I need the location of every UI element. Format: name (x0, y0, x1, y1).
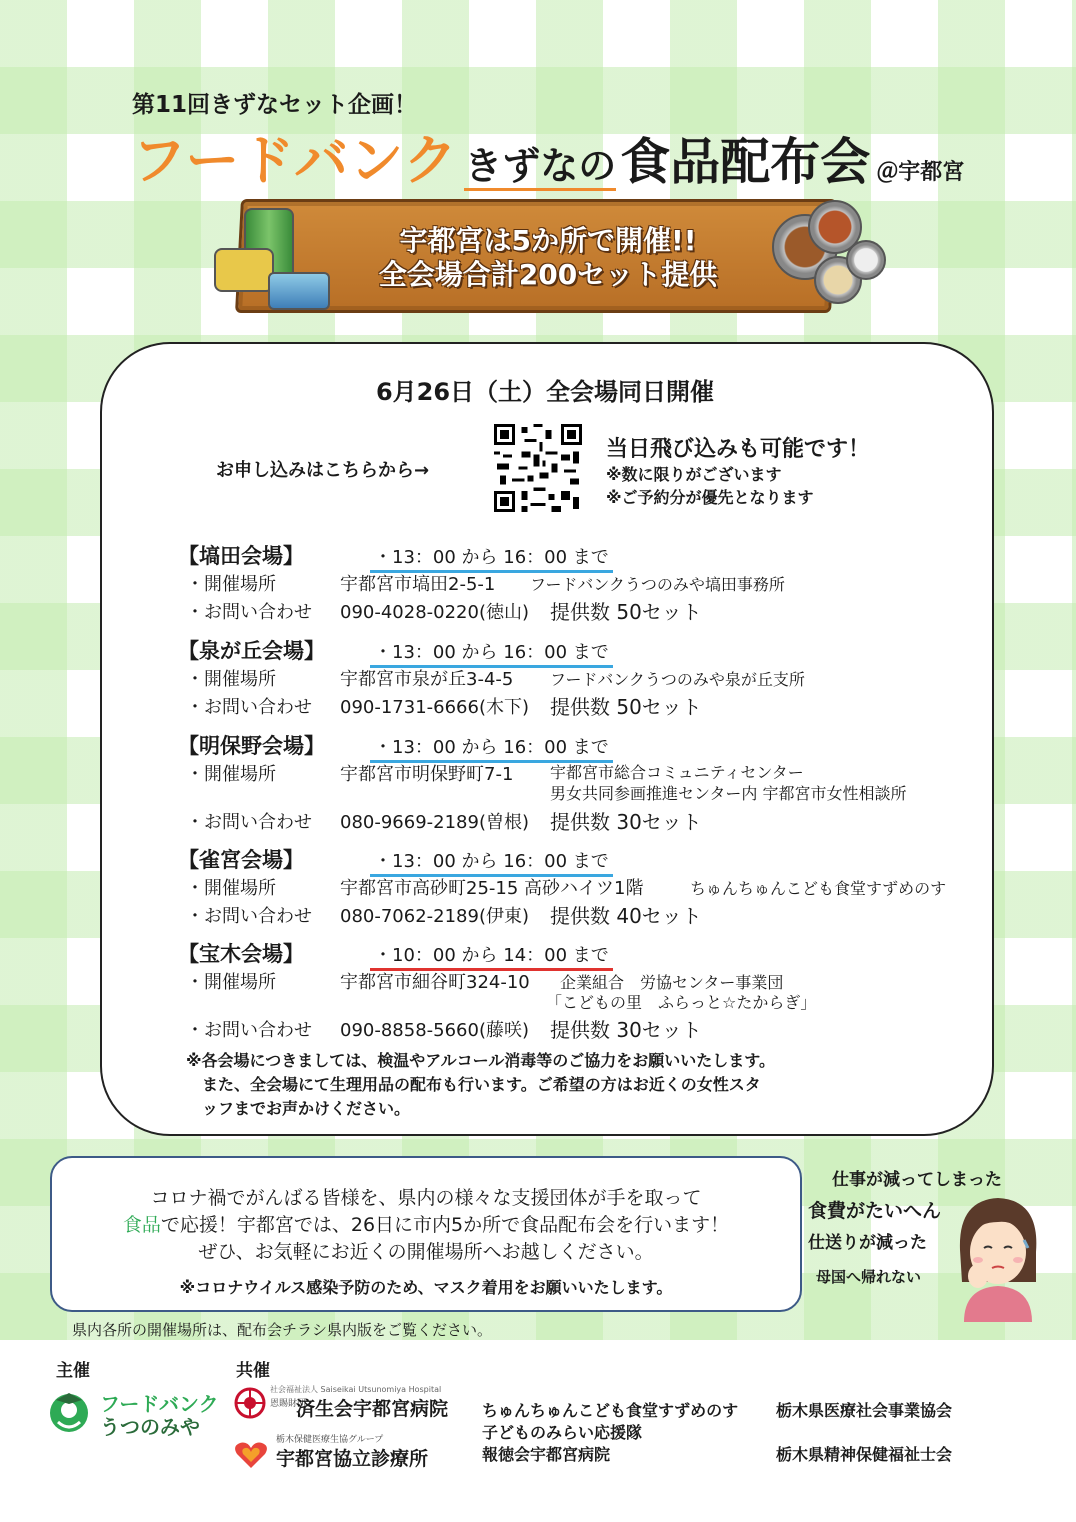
notice-text: また、全会場にて生理用品の配布も行います。ご希望の方はお近くの女性スタ (202, 1075, 761, 1094)
venue-facility: 企業組合 労協センター事業団 (560, 973, 784, 992)
message-line: コロナ禍でがんばる皆様を、県内の様々な支援団体が手を取って (150, 1187, 702, 1209)
saiseikai-subtext: 恩賜財団 (270, 1399, 307, 1409)
venue-supply: 提供数 50セット (550, 695, 702, 719)
venue-name: 【雀宮会場】 (178, 848, 304, 872)
event-subtitle: 第11回きずなセット企画！ (132, 92, 418, 118)
venue-phone: 090-8858-5660(藤咲) (340, 1020, 530, 1041)
mask-notice: ※コロナウイルス感染予防のため、マスク着用をお願いいたします。 (179, 1278, 673, 1297)
notice-text: ッフまでお声かけください。 (202, 1099, 411, 1118)
venue-phone: 090-4028-0220(徳山) (340, 602, 530, 623)
venue-address: 宇都宮市明保野町7-1 (340, 764, 514, 785)
title-foodbank: フードバンク (132, 129, 459, 192)
host-label: 主催 (56, 1361, 90, 1381)
foodbank-logo-icon (46, 1388, 92, 1434)
venue-name: 【宝木会場】 (178, 942, 304, 966)
venue-time: ・13：00 から 16：00 まで (370, 847, 613, 877)
kyoritsu-name: 宇都宮協立診療所 (276, 1448, 429, 1470)
venue-label: ・開催場所 (186, 878, 276, 899)
saiseikai-subtext: 社会福祉法人 Saiseikai Utsunomiya Hospital (270, 1385, 442, 1394)
message-line-rest: で応援！宇都宮では、26日に市内5か所で食品配布会を行います！ (160, 1214, 730, 1236)
venue-facility-detail: 男女共同参画推進センター内 宇都宮市女性相談所 (550, 784, 907, 803)
cohost-org: 報徳会宇都宮病院 (482, 1445, 611, 1464)
venue-facility: ちゅんちゅんこども食堂すずめのす (690, 879, 947, 898)
walkin-note: ※ご予約分が優先となります (606, 488, 814, 507)
message-highlight: 食品 (122, 1214, 161, 1236)
venue-supply: 提供数 50セット (550, 600, 702, 624)
venue-facility: フードバンクうつのみや泉が丘支所 (550, 670, 805, 689)
contact-label: ・お問い合わせ (186, 697, 312, 718)
venue-label: ・開催場所 (186, 972, 276, 993)
venue-phone: 080-7062-2189(伊東) (340, 906, 530, 927)
venue-phone: 090-1731-6666(木下) (340, 697, 530, 718)
event-date: 6月26日（土）全会場同日開催 (375, 378, 715, 406)
kyoritsu-logo-icon (234, 1440, 268, 1470)
walkin-note: ※数に限りがございます (606, 465, 782, 484)
title-event: 食品配布会 (620, 133, 871, 191)
cohost-org: 栃木県精神保健福祉士会 (776, 1445, 953, 1464)
cohost-org: 栃木県医療社会事業協会 (776, 1401, 953, 1420)
kyoritsu-subtext: 栃木保健医療生協グループ (276, 1435, 384, 1445)
saiseikai-logo-icon (234, 1387, 266, 1419)
apply-text: お申し込みはこちらから→ (216, 460, 430, 481)
worry-text: 食費がたいへん (808, 1200, 942, 1222)
worried-woman-illustration (950, 1190, 1046, 1322)
prefecture-note: 県内各所の開催場所は、配布会チラシ県内版をご覧ください。 (72, 1321, 493, 1339)
foodbank-logo-text: フードバンク (100, 1392, 219, 1416)
title-kizuna: きずなの (464, 144, 616, 191)
venue-facility-detail: 「こどもの里 ふらっと☆たからぎ」 (546, 993, 817, 1012)
venue-supply: 提供数 30セット (550, 1018, 702, 1042)
contact-label: ・お問い合わせ (186, 812, 312, 833)
venue-label: ・開催場所 (186, 574, 276, 595)
event-title (132, 118, 964, 195)
message-line: ぜひ、お気軽にお近くの開催場所へお越しください。 (198, 1241, 654, 1263)
cohost-label: 共催 (236, 1361, 270, 1381)
venue-facility: 宇都宮市総合コミュニティセンター (550, 763, 804, 782)
message-line (50, 1210, 802, 1237)
worry-text: 仕事が減ってしまった (832, 1170, 1002, 1190)
venue-label: ・開催場所 (186, 669, 276, 690)
venue-time: ・13：00 から 16：00 まで (370, 543, 613, 573)
venue-supply: 提供数 40セット (550, 904, 702, 928)
worry-text: 母国へ帰れない (816, 1268, 922, 1286)
venue-phone: 080-9669-2189(曽根) (340, 812, 530, 833)
venue-time: ・13：00 から 16：00 まで (370, 733, 613, 763)
foodbank-logo-text: うつのみや (100, 1415, 200, 1439)
venue-address: 宇都宮市細谷町324-10 (340, 972, 530, 993)
venue-address: 宇都宮市泉が丘3-4-5 (340, 669, 514, 690)
contact-label: ・お問い合わせ (186, 1020, 312, 1041)
contact-label: ・お問い合わせ (186, 602, 312, 623)
banner-line-1: 宇都宮は5か所で開催!! (399, 224, 697, 257)
cohost-org: 子どものみらい応援隊 (482, 1423, 643, 1442)
venue-name: 【泉が丘会場】 (178, 639, 325, 663)
venue-address: 宇都宮市高砂町25-15 高砂ハイツ1階 (340, 878, 644, 899)
qr-code-icon[interactable] (494, 424, 582, 512)
contact-label: ・お問い合わせ (186, 906, 312, 927)
walkin-title: 当日飛び込みも可能です！ (606, 437, 871, 462)
venue-name: 【塙田会場】 (178, 544, 304, 568)
banner-line-2: 全会場合計200セット提供 (378, 258, 718, 291)
venue-supply: 提供数 30セット (550, 810, 702, 834)
venue-time: ・10：00 から 14：00 まで (370, 941, 613, 971)
venue-facility: フードバンクうつのみや塙田事務所 (530, 575, 785, 594)
venue-time: ・13：00 から 16：00 まで (370, 638, 613, 668)
venue-label: ・開催場所 (186, 764, 276, 785)
venue-address: 宇都宮市塙田2-5-1 (340, 574, 496, 595)
worry-text: 仕送りが減った (808, 1233, 927, 1253)
cohost-org: ちゅんちゅんこども食堂すずめのす (482, 1401, 739, 1420)
saiseikai-name: 済生会宇都宮病院 (296, 1398, 449, 1420)
notice-text: ※各会場につきましては、検温やアルコール消毒等のご協力をお願いいたします。 (186, 1051, 775, 1070)
venue-name: 【明保野会場】 (178, 734, 325, 758)
title-place: ＠宇都宮 (876, 160, 965, 185)
